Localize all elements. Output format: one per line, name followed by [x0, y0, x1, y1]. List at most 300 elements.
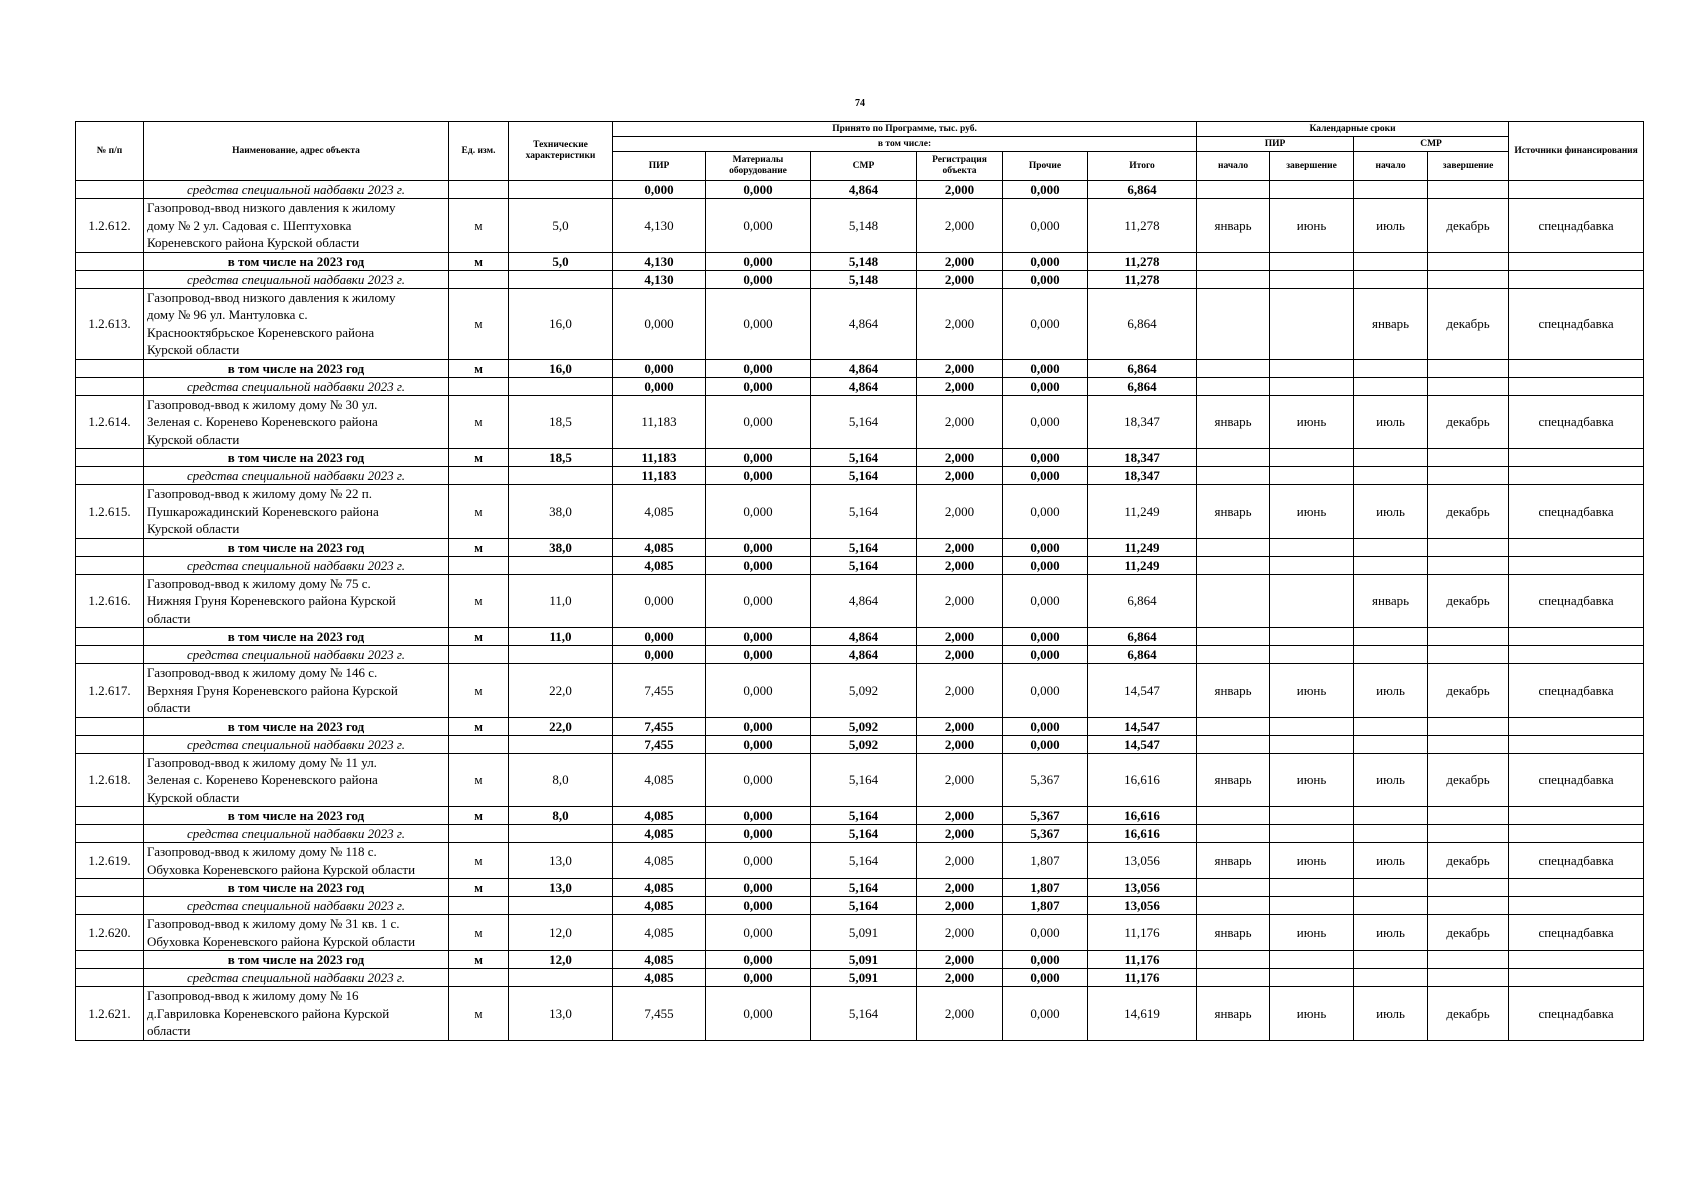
- cell-materials: 0,000: [706, 359, 811, 377]
- cell-empty: [1428, 359, 1509, 377]
- cell-smr-end: декабрь: [1428, 915, 1509, 951]
- cell-empty: [1428, 969, 1509, 987]
- cell-other: 0,000: [1003, 556, 1088, 574]
- header-pir-start: начало: [1197, 152, 1270, 181]
- table-row-year-2023: [76, 538, 1644, 556]
- cell-total: 11,176: [1088, 969, 1197, 987]
- cell-smr: 4,864: [811, 574, 917, 628]
- cell-materials: 0,000: [706, 969, 811, 987]
- cell-empty: [509, 467, 613, 485]
- cell-total: 11,278: [1088, 270, 1197, 288]
- cell-empty: [1354, 897, 1428, 915]
- cell-tech: 13,0: [509, 987, 613, 1041]
- object-name-line: Курской области: [147, 342, 240, 357]
- cell-other: 0,000: [1003, 199, 1088, 253]
- cell-empty: [1509, 951, 1644, 969]
- cell-pir: 7,455: [613, 735, 706, 753]
- object-name-line: дому № 2 ул. Садовая с. Шептуховка: [147, 217, 352, 233]
- cell-total: 16,616: [1088, 825, 1197, 843]
- header-cal-pir: ПИР: [1197, 137, 1354, 152]
- cell-smr: 5,164: [811, 843, 917, 879]
- cell-pir: 0,000: [613, 359, 706, 377]
- cell-total: 6,864: [1088, 181, 1197, 199]
- cell-registration: 2,000: [917, 843, 1003, 879]
- cell-empty: [1509, 807, 1644, 825]
- cell-empty: [1428, 879, 1509, 897]
- cell-empty: [1428, 538, 1509, 556]
- table-row-fund-2023: [76, 646, 1644, 664]
- cell-empty: [1270, 897, 1354, 915]
- cell-empty: [1270, 449, 1354, 467]
- cell-registration: 2,000: [917, 879, 1003, 897]
- cell-empty: [76, 969, 144, 987]
- cell-tech: 11,0: [509, 574, 613, 628]
- cell-smr: 5,148: [811, 199, 917, 253]
- cell-empty: [1509, 377, 1644, 395]
- cell-registration: 2,000: [917, 395, 1003, 449]
- cell-num: 1.2.615.: [76, 485, 144, 539]
- cell-tech: 5,0: [509, 199, 613, 253]
- cell-other: 0,000: [1003, 735, 1088, 753]
- table-row-top-fund: [76, 181, 1644, 199]
- cell-other: 0,000: [1003, 467, 1088, 485]
- cell-smr: 5,164: [811, 825, 917, 843]
- cell-empty: [76, 628, 144, 646]
- header-tech: Технические характеристики: [509, 122, 613, 181]
- cell-unit: м: [449, 395, 509, 449]
- cell-source: спецнадбавка: [1509, 574, 1644, 628]
- cell-empty: [1354, 951, 1428, 969]
- cell-empty: [1509, 181, 1644, 199]
- cell-total: 11,278: [1088, 199, 1197, 253]
- cell-total: 14,547: [1088, 717, 1197, 735]
- cell-tech: 13,0: [509, 879, 613, 897]
- cell-empty: [509, 377, 613, 395]
- cell-unit: м: [449, 538, 509, 556]
- cell-empty: [1509, 556, 1644, 574]
- cell-smr: 5,092: [811, 735, 917, 753]
- table-row-year-2023: [76, 252, 1644, 270]
- cell-pir-start: январь: [1197, 485, 1270, 539]
- cell-registration: 2,000: [917, 951, 1003, 969]
- cell-other: 5,367: [1003, 753, 1088, 807]
- cell-empty: [1509, 270, 1644, 288]
- cell-empty: [1270, 538, 1354, 556]
- cell-object-name: [144, 485, 449, 539]
- cell-pir: 4,130: [613, 270, 706, 288]
- object-name-line: Курской области: [147, 431, 240, 447]
- cell-unit: м: [449, 879, 509, 897]
- cell-pir: 0,000: [613, 181, 706, 199]
- cell-pir-end: [1270, 574, 1354, 628]
- cell-empty: [1354, 377, 1428, 395]
- table-row-fund-2023: [76, 467, 1644, 485]
- cell-registration: 2,000: [917, 556, 1003, 574]
- fund-label: средства специальной надбавки 2023 г.: [144, 825, 449, 843]
- cell-registration: 2,000: [917, 987, 1003, 1041]
- cell-tech: 13,0: [509, 843, 613, 879]
- cell-pir-start: [1197, 574, 1270, 628]
- fund-label: средства специальной надбавки 2023 г.: [144, 646, 449, 664]
- cell-smr-end: декабрь: [1428, 664, 1509, 718]
- cell-empty: [1354, 467, 1428, 485]
- cell-empty: [1270, 270, 1354, 288]
- cell-empty: [1428, 252, 1509, 270]
- header-smr-end: завершение: [1428, 152, 1509, 181]
- header-pir: ПИР: [613, 152, 706, 181]
- cell-empty: [509, 556, 613, 574]
- cell-tech: 12,0: [509, 951, 613, 969]
- cell-pir: 4,085: [613, 879, 706, 897]
- cell-empty: [76, 449, 144, 467]
- cell-empty: [1354, 538, 1428, 556]
- cell-other: 0,000: [1003, 288, 1088, 359]
- object-name-line: Курской области: [147, 789, 240, 805]
- header-source: Источники финансирования: [1509, 122, 1644, 181]
- cell-unit: м: [449, 987, 509, 1041]
- cell-total: 14,547: [1088, 735, 1197, 753]
- object-name-line: Краснооктябрьское Кореневского района: [147, 324, 375, 340]
- cell-tech: 18,5: [509, 449, 613, 467]
- cell-empty: [1509, 449, 1644, 467]
- cell-unit: м: [449, 359, 509, 377]
- cell-total: 13,056: [1088, 897, 1197, 915]
- cell-empty: [449, 646, 509, 664]
- cell-materials: 0,000: [706, 467, 811, 485]
- table-row: [76, 574, 1644, 628]
- table-row-fund-2023: [76, 377, 1644, 395]
- cell-registration: 2,000: [917, 969, 1003, 987]
- cell-source: спецнадбавка: [1509, 664, 1644, 718]
- table-row: [76, 843, 1644, 879]
- cell-tech: 38,0: [509, 485, 613, 539]
- cell-empty: [509, 825, 613, 843]
- cell-smr-end: декабрь: [1428, 574, 1509, 628]
- table-row-fund-2023: [76, 270, 1644, 288]
- cell-total: 6,864: [1088, 646, 1197, 664]
- cell-empty: [1509, 879, 1644, 897]
- cell-empty: [1509, 969, 1644, 987]
- cell-total: 11,278: [1088, 252, 1197, 270]
- cell-registration: 2,000: [917, 574, 1003, 628]
- header-materials: Материалы оборудование: [706, 152, 811, 181]
- header-name: Наименование, адрес объекта: [144, 122, 449, 181]
- cell-smr-end: декабрь: [1428, 199, 1509, 253]
- cell-total: 11,176: [1088, 915, 1197, 951]
- cell-smr-start: июль: [1354, 485, 1428, 539]
- cell-smr: 5,164: [811, 897, 917, 915]
- year-label: в том числе на 2023 год: [144, 879, 449, 897]
- fund-label: средства специальной надбавки 2023 г.: [144, 897, 449, 915]
- cell-total: 13,056: [1088, 843, 1197, 879]
- cell-empty: [1197, 717, 1270, 735]
- cell-registration: 2,000: [917, 181, 1003, 199]
- table-body: [76, 181, 1644, 1041]
- cell-materials: 0,000: [706, 181, 811, 199]
- cell-tech: 22,0: [509, 717, 613, 735]
- cell-empty: [509, 897, 613, 915]
- cell-empty: [449, 825, 509, 843]
- cell-materials: 0,000: [706, 628, 811, 646]
- cell-registration: 2,000: [917, 897, 1003, 915]
- cell-empty: [449, 556, 509, 574]
- cell-materials: 0,000: [706, 807, 811, 825]
- cell-num: 1.2.617.: [76, 664, 144, 718]
- object-name-line: Газопровод-ввод к жилому дому № 146 с.: [147, 665, 378, 680]
- cell-empty: [1197, 538, 1270, 556]
- header-num: № п/п: [76, 122, 144, 181]
- cell-empty: [1270, 879, 1354, 897]
- cell-empty: [449, 969, 509, 987]
- cell-unit: м: [449, 717, 509, 735]
- cell-pir: 4,130: [613, 199, 706, 253]
- cell-pir: 4,085: [613, 843, 706, 879]
- cell-other: 1,807: [1003, 897, 1088, 915]
- cell-materials: 0,000: [706, 556, 811, 574]
- cell-registration: 2,000: [917, 717, 1003, 735]
- cell-empty: [1354, 735, 1428, 753]
- cell-num: 1.2.614.: [76, 395, 144, 449]
- cell-unit: м: [449, 449, 509, 467]
- cell-empty: [1354, 359, 1428, 377]
- cell-pir-start: январь: [1197, 987, 1270, 1041]
- cell-smr: 4,864: [811, 359, 917, 377]
- cell-num: 1.2.619.: [76, 843, 144, 879]
- header-smr: СМР: [811, 152, 917, 181]
- cell-empty: [1270, 252, 1354, 270]
- cell-pir: 4,085: [613, 556, 706, 574]
- cell-unit: м: [449, 951, 509, 969]
- table-row: [76, 664, 1644, 718]
- cell-empty: [1270, 181, 1354, 199]
- header-including: в том числе:: [613, 137, 1197, 152]
- cell-smr: 4,864: [811, 181, 917, 199]
- cell-empty: [1354, 270, 1428, 288]
- cell-object-name: [144, 395, 449, 449]
- cell-smr: 5,164: [811, 467, 917, 485]
- cell-empty: [1428, 825, 1509, 843]
- cell-materials: 0,000: [706, 270, 811, 288]
- header-pir-end: завершение: [1270, 152, 1354, 181]
- cell-pir: 4,085: [613, 897, 706, 915]
- cell-smr-end: декабрь: [1428, 395, 1509, 449]
- cell-registration: 2,000: [917, 628, 1003, 646]
- cell-smr: 4,864: [811, 628, 917, 646]
- table-row-year-2023: [76, 359, 1644, 377]
- cell-empty: [1270, 359, 1354, 377]
- cell-smr: 5,091: [811, 915, 917, 951]
- object-name-line: Газопровод-ввод к жилому дому № 75 с.: [147, 575, 371, 591]
- table-row: [76, 199, 1644, 253]
- cell-smr: 5,164: [811, 395, 917, 449]
- cell-unit: м: [449, 252, 509, 270]
- cell-empty: [1197, 181, 1270, 199]
- cell-empty: [76, 951, 144, 969]
- cell-unit: м: [449, 574, 509, 628]
- object-name-line: дому № 96 ул. Мантуловка с.: [147, 307, 308, 322]
- cell-empty: [1270, 646, 1354, 664]
- cell-smr: 5,164: [811, 485, 917, 539]
- cell-source: спецнадбавка: [1509, 915, 1644, 951]
- table-row: [76, 395, 1644, 449]
- object-name-line: Газопровод-ввод к жилому дому № 118 с.: [147, 844, 377, 859]
- fund-label: средства специальной надбавки 2023 г.: [144, 735, 449, 753]
- cell-pir: 7,455: [613, 987, 706, 1041]
- cell-pir-end: июнь: [1270, 987, 1354, 1041]
- cell-empty: [1197, 969, 1270, 987]
- cell-registration: 2,000: [917, 538, 1003, 556]
- cell-empty: [509, 270, 613, 288]
- object-name-line: области: [147, 610, 191, 626]
- table-row-year-2023: [76, 951, 1644, 969]
- cell-smr-start: январь: [1354, 288, 1428, 359]
- object-name-line: Газопровод-ввод низкого давления к жилому: [147, 289, 396, 305]
- object-name-line: Верхняя Груня Кореневского района Курской: [147, 682, 398, 698]
- year-label: в том числе на 2023 год: [144, 252, 449, 270]
- object-name-line: Обуховка Кореневского района Курской области: [147, 861, 416, 877]
- table-row-fund-2023: [76, 969, 1644, 987]
- cell-empty: [76, 897, 144, 915]
- table-row-year-2023: [76, 807, 1644, 825]
- cell-total: 18,347: [1088, 449, 1197, 467]
- cell-materials: 0,000: [706, 915, 811, 951]
- cell-empty: [76, 467, 144, 485]
- cell-empty: [76, 646, 144, 664]
- cell-empty: [1354, 252, 1428, 270]
- cell-empty: [1270, 969, 1354, 987]
- cell-tech: 5,0: [509, 252, 613, 270]
- cell-pir-start: январь: [1197, 199, 1270, 253]
- cell-smr: 4,864: [811, 288, 917, 359]
- cell-smr-end: декабрь: [1428, 987, 1509, 1041]
- cell-registration: 2,000: [917, 199, 1003, 253]
- cell-unit: м: [449, 485, 509, 539]
- cell-other: 0,000: [1003, 395, 1088, 449]
- table-row-fund-2023: [76, 897, 1644, 915]
- header-smr-start: начало: [1354, 152, 1428, 181]
- cell-pir: 0,000: [613, 646, 706, 664]
- cell-smr: 5,164: [811, 987, 917, 1041]
- cell-total: 6,864: [1088, 628, 1197, 646]
- cell-other: 0,000: [1003, 915, 1088, 951]
- cell-empty: [1428, 377, 1509, 395]
- object-name-line: области: [147, 1023, 191, 1038]
- table-row: [76, 485, 1644, 539]
- cell-other: 0,000: [1003, 574, 1088, 628]
- cell-total: 16,616: [1088, 807, 1197, 825]
- cell-object-name: [144, 664, 449, 718]
- cell-materials: 0,000: [706, 538, 811, 556]
- cell-empty: [1197, 467, 1270, 485]
- header-total: Итого: [1088, 152, 1197, 181]
- cell-pir: 7,455: [613, 664, 706, 718]
- cell-pir-end: июнь: [1270, 395, 1354, 449]
- cell-other: 0,000: [1003, 181, 1088, 199]
- cell-empty: [1270, 807, 1354, 825]
- cell-pir-start: январь: [1197, 753, 1270, 807]
- cell-pir-start: январь: [1197, 915, 1270, 951]
- cell-empty: [76, 270, 144, 288]
- cell-pir: 0,000: [613, 628, 706, 646]
- cell-smr-start: июль: [1354, 987, 1428, 1041]
- cell-smr-end: декабрь: [1428, 753, 1509, 807]
- cell-empty: [449, 270, 509, 288]
- table-row: [76, 288, 1644, 359]
- cell-pir-end: июнь: [1270, 664, 1354, 718]
- cell-total: 11,249: [1088, 538, 1197, 556]
- cell-smr-end: декабрь: [1428, 485, 1509, 539]
- cell-empty: [1428, 717, 1509, 735]
- page-number: 74: [855, 98, 865, 109]
- cell-empty: [1509, 897, 1644, 915]
- cell-num: 1.2.616.: [76, 574, 144, 628]
- cell-tech: 8,0: [509, 807, 613, 825]
- cell-tech: 22,0: [509, 664, 613, 718]
- cell-empty: [1509, 825, 1644, 843]
- cell-smr: 5,148: [811, 252, 917, 270]
- object-name-line: д.Гавриловка Кореневского района Курской: [147, 1005, 390, 1021]
- cell-empty: [1197, 252, 1270, 270]
- cell-smr-start: июль: [1354, 199, 1428, 253]
- cell-empty: [1197, 646, 1270, 664]
- cell-total: 11,176: [1088, 951, 1197, 969]
- cell-empty: [1354, 717, 1428, 735]
- cell-empty: [449, 181, 509, 199]
- cell-pir: 0,000: [613, 377, 706, 395]
- cell-source: спецнадбавка: [1509, 288, 1644, 359]
- year-label: в том числе на 2023 год: [144, 951, 449, 969]
- cell-empty: [1428, 467, 1509, 485]
- cell-materials: 0,000: [706, 843, 811, 879]
- table-row-year-2023: [76, 879, 1644, 897]
- cell-num: 1.2.620.: [76, 915, 144, 951]
- year-label: в том числе на 2023 год: [144, 717, 449, 735]
- cell-total: 14,547: [1088, 664, 1197, 718]
- cell-registration: 2,000: [917, 646, 1003, 664]
- cell-smr: 5,164: [811, 879, 917, 897]
- cell-total: 18,347: [1088, 395, 1197, 449]
- table-row-year-2023: [76, 628, 1644, 646]
- cell-other: 0,000: [1003, 969, 1088, 987]
- cell-empty: [1270, 628, 1354, 646]
- cell-smr-start: июль: [1354, 915, 1428, 951]
- cell-total: 13,056: [1088, 879, 1197, 897]
- table-row: [76, 753, 1644, 807]
- cell-object-name: [144, 288, 449, 359]
- cell-empty: [449, 467, 509, 485]
- cell-materials: 0,000: [706, 377, 811, 395]
- object-name-line: Газопровод-ввод к жилому дому № 11 ул.: [147, 754, 377, 770]
- cell-smr: 5,164: [811, 753, 917, 807]
- header-cal-smr: СМР: [1354, 137, 1509, 152]
- cell-source: спецнадбавка: [1509, 843, 1644, 879]
- cell-empty: [1509, 717, 1644, 735]
- cell-registration: 2,000: [917, 288, 1003, 359]
- cell-empty: [1197, 735, 1270, 753]
- cell-other: 0,000: [1003, 646, 1088, 664]
- cell-empty: [1270, 556, 1354, 574]
- cell-empty: [1509, 735, 1644, 753]
- cell-materials: 0,000: [706, 664, 811, 718]
- cell-tech: 8,0: [509, 753, 613, 807]
- object-name-line: Газопровод-ввод низкого давления к жилому: [147, 200, 396, 215]
- cell-smr: 5,164: [811, 538, 917, 556]
- cell-empty: [1354, 646, 1428, 664]
- cell-materials: 0,000: [706, 288, 811, 359]
- year-label: в том числе на 2023 год: [144, 628, 449, 646]
- cell-other: 0,000: [1003, 951, 1088, 969]
- cell-empty: [1354, 181, 1428, 199]
